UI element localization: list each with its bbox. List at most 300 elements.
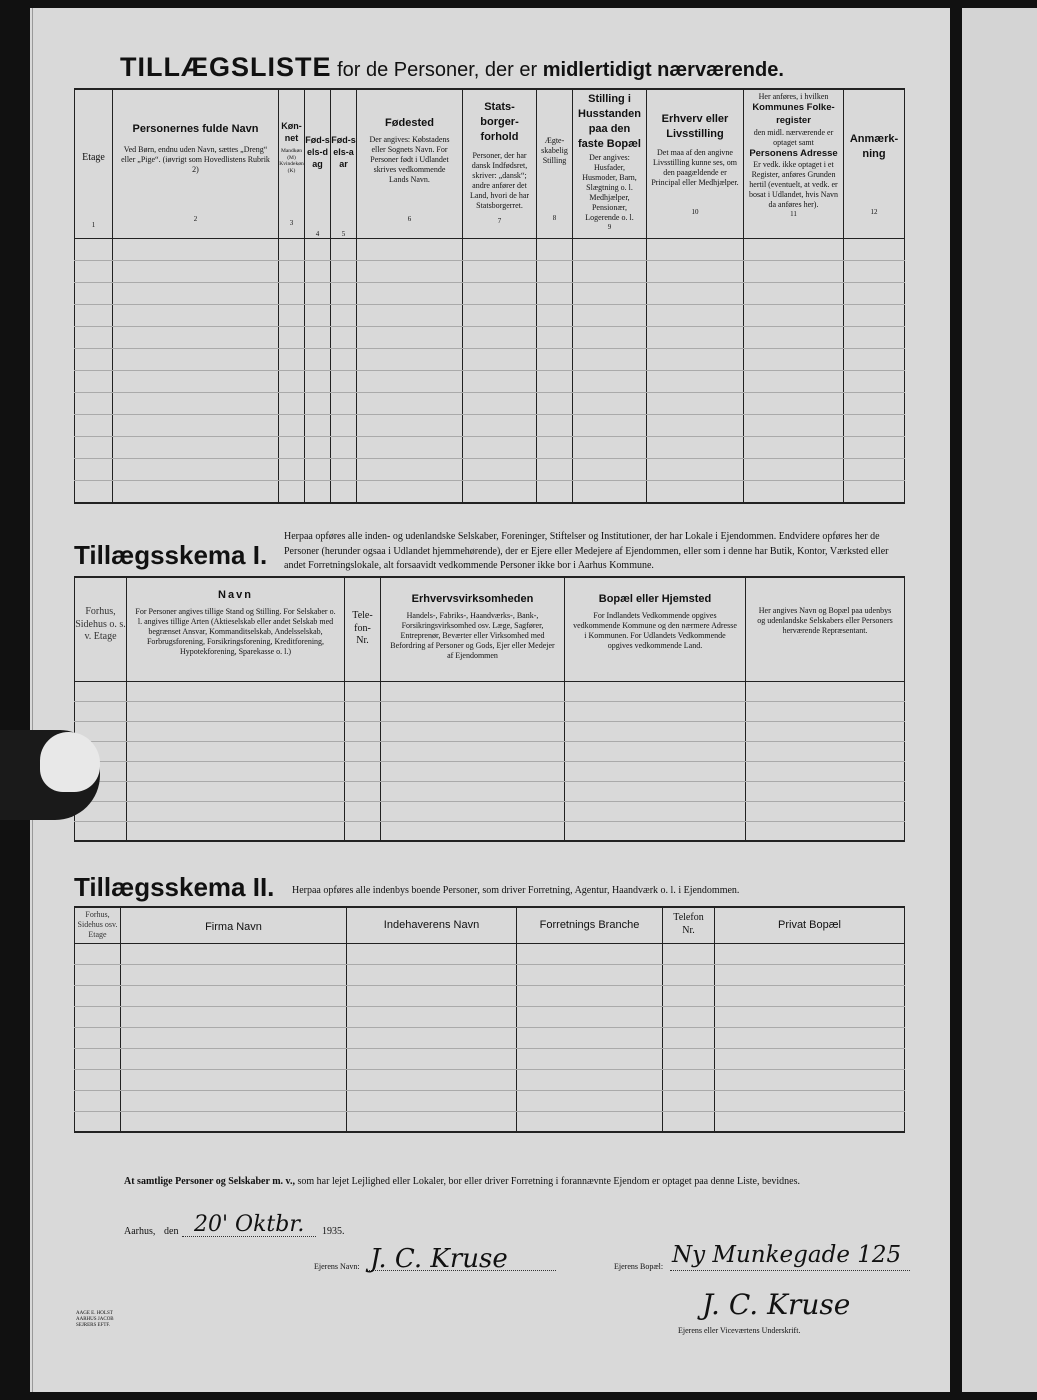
table-cell [113,283,279,305]
table-cell [565,781,746,801]
table-cell [565,701,746,721]
table-cell [463,239,537,261]
table-cell [537,327,573,349]
owner-name-label: Ejerens Navn: [314,1262,360,1271]
s1-col-phone: Tele-fon-Nr. [345,577,381,681]
table-cell [537,349,573,371]
table-cell [357,239,463,261]
table-row [75,1027,905,1048]
table-cell [844,481,905,503]
table-cell [279,459,305,481]
s2-col-floor: Forhus, Sidehus osv. Etage [75,907,121,943]
table-cell [565,761,746,781]
table-cell [75,283,113,305]
table-cell [305,459,331,481]
table-cell [647,371,744,393]
table-cell [345,741,381,761]
table-cell [345,681,381,701]
table-cell [746,801,905,821]
table-cell [744,239,844,261]
table-cell [113,437,279,459]
skema1-intro: Herpaa opføres alle inden- og udenlandske Selskaber, Foreninger, Stiftelser og Institutioner, der har Lokale i Ejendommen. Endvidere opføres her de Personer (herunder ogsaa i Udlandet hjemmehørende), der er Ejere eller Medejere af Ejendommen, eller som i denne har Butik, Kontor, Værksted eller andet Forretningslokale, alt forsaavidt vedkommende Personer ikke bor i Aarhus Kommune. [284,531,889,571]
table-cell [463,283,537,305]
table-cell [347,943,517,964]
table-cell [844,305,905,327]
table-cell [331,437,357,459]
table-cell [744,283,844,305]
title-main: TILLÆGSLISTE [120,52,332,82]
table-cell [75,481,113,503]
table-cell [305,481,331,503]
table-cell [347,1027,517,1048]
table-cell [663,943,715,964]
table-cell [517,1111,663,1132]
table-cell [305,305,331,327]
table-cell [305,239,331,261]
den-label: den [164,1226,179,1237]
table-cell [357,459,463,481]
table-cell [127,681,345,701]
table-cell [113,327,279,349]
table-cell [573,481,647,503]
table-cell [463,393,537,415]
table-cell [537,459,573,481]
table-cell [537,371,573,393]
table-cell [565,741,746,761]
table-cell [565,681,746,701]
col-register: Her anføres, i hvilken Kommunes Folke-register den midl. nærværende er optaget samt Personens Adresse Er vedk. ikke optaget i et Register, anføres Grunden hertil (eventuelt, at vedk. er bosat i Udlandet, hvis Navn da anføres her). 11 [744,89,844,239]
next-page-edge [962,8,1037,1392]
table-cell [844,261,905,283]
table-cell [573,283,647,305]
table-cell [279,327,305,349]
table-cell [357,283,463,305]
table-row [75,701,905,721]
table-cell [347,1090,517,1111]
table-cell [345,761,381,781]
col-citizenship: Stats-borger-forhold Personer, der har dansk Indfødsret, skriver: „dansk“; andre anfører det Land, hvori de har Statsborgerret. 7 [463,89,537,239]
s2-col-private: Privat Bopæl [715,907,905,943]
table-cell [715,943,905,964]
table-row [75,681,905,701]
table-cell [279,437,305,459]
table-cell [517,1069,663,1090]
table-cell [663,1006,715,1027]
table-row [75,1048,905,1069]
table-cell [127,761,345,781]
table-cell [279,261,305,283]
table-cell [537,437,573,459]
table-cell [463,371,537,393]
table-cell [75,437,113,459]
col-birthplace: Fødested Der angives: Købstadens eller Sognets Navn. For Personer født i Udlandet skrives vedkommende Lands Navn. 6 [357,89,463,239]
table-cell [647,327,744,349]
table-cell [345,821,381,841]
table-row [75,1090,905,1111]
table-cell [75,1006,121,1027]
table-cell [357,415,463,437]
table-cell [663,985,715,1006]
table-cell [113,481,279,503]
skema2-heading: Tillægsskema II. [74,872,275,902]
table-row [75,393,905,415]
table-cell [75,1069,121,1090]
form-page [30,8,950,1392]
table-row [75,1006,905,1027]
table-cell [331,239,357,261]
table-cell [537,393,573,415]
table-cell [647,239,744,261]
table-row [75,964,905,985]
table-cell [121,1006,347,1027]
col-birthday: Fød-sels-dag 4 [305,89,331,239]
table-cell [305,261,331,283]
table-cell [744,349,844,371]
table-cell [663,1090,715,1111]
table-row [75,481,905,503]
page-edge [32,8,33,1392]
col-marital: Ægte-skabelig Stilling 8 [537,89,573,239]
table-cell [517,985,663,1006]
main-table [74,88,905,504]
col-household: Stilling i Husstanden paa den faste Bopæl Der angives: Husfader, Husmoder, Barn, Slægtning o. l. Medhjælper, Pensionær, Logerende o. l. 9 [573,89,647,239]
table-cell [647,437,744,459]
table-cell [75,371,113,393]
table-cell [463,437,537,459]
skema1-table-body [75,681,905,841]
table-cell [331,305,357,327]
table-cell [345,721,381,741]
table-cell [121,964,347,985]
table-cell [381,681,565,701]
col-birthyear: Fød-sels-aar 5 [331,89,357,239]
table-cell [463,305,537,327]
table-cell [347,964,517,985]
table-row [75,239,905,261]
date-handwritten: 20' Oktbr. [194,1212,305,1237]
col-remark: Anmærk-ning 12 [844,89,905,239]
table-cell [75,1048,121,1069]
col-name: Personernes fulde Navn Ved Børn, endnu uden Navn, sættes „Dreng“ eller „Pige“. (iøvrigt som Hovedlistens Rubrik 2) 2 [113,89,279,239]
table-cell [565,721,746,741]
table-cell [331,327,357,349]
table-cell [113,349,279,371]
table-cell [305,283,331,305]
table-cell [573,239,647,261]
table-cell [381,781,565,801]
table-row [75,721,905,741]
table-cell [381,701,565,721]
table-cell [305,415,331,437]
table-cell [331,415,357,437]
table-cell [573,415,647,437]
table-cell [715,964,905,985]
table-cell [744,327,844,349]
table-cell [715,985,905,1006]
table-cell [347,985,517,1006]
table-cell [331,261,357,283]
table-cell [75,459,113,481]
table-cell [345,801,381,821]
table-row [75,943,905,964]
table-cell [663,1069,715,1090]
table-cell [573,393,647,415]
table-cell [75,327,113,349]
table-cell [127,781,345,801]
table-row [75,371,905,393]
table-row [75,283,905,305]
table-cell [517,943,663,964]
table-cell [844,393,905,415]
skema1-header-row [75,577,905,681]
table-cell [517,1090,663,1111]
table-row [75,327,905,349]
table-cell [347,1111,517,1132]
table-cell [75,305,113,327]
table-row [75,415,905,437]
main-header-row [75,89,905,239]
table-cell [463,261,537,283]
table-cell [75,943,121,964]
table-cell [381,721,565,741]
table-cell [746,741,905,761]
s1-col-name: Navn For Personer angives tillige Stand og Stilling. For Selskaber o. l. angives tillige Arten (Aktieselskab eller andet Selskab med begrænset Ansvar, Kommanditselskab, Andelsselskab, Forbrugsforening, Forsikringsforening, Kreditforening, Hypotekforening, Sparekasse o. l.) [127,577,345,681]
table-cell [75,821,127,841]
table-cell [844,349,905,371]
table-cell [573,349,647,371]
table-cell [357,305,463,327]
table-cell [663,964,715,985]
table-cell [844,415,905,437]
table-cell [279,393,305,415]
table-cell [113,415,279,437]
s2-col-owner: Indehaverens Navn [347,907,517,943]
col-gender: Køn-net Mandkøn (M) Kvindekøn (K) 3 [279,89,305,239]
table-cell [381,761,565,781]
table-cell [844,437,905,459]
skema1-heading: Tillægsskema I. [74,540,268,570]
table-row [75,459,905,481]
table-cell [463,481,537,503]
table-cell [715,1090,905,1111]
table-cell [517,1048,663,1069]
table-row [75,261,905,283]
owner-name-handwritten: J. C. Kruse [370,1244,508,1274]
s1-col-residence: Bopæl eller Hjemsted For Indlandets Vedkommende opgives vedkommende Kommune og den nærmere Adresse i Kommunen. For Udlandets Vedkommende opgives vedkommende Land. [565,577,746,681]
table-cell [744,437,844,459]
table-cell [75,239,113,261]
table-cell [744,371,844,393]
table-cell [537,415,573,437]
table-cell [647,349,744,371]
table-cell [121,985,347,1006]
table-cell [75,681,127,701]
table-cell [517,1027,663,1048]
table-cell [537,283,573,305]
col-etage: Etage 1 [75,89,113,239]
table-cell [517,964,663,985]
table-cell [75,1111,121,1132]
table-row [75,437,905,459]
table-cell [715,1111,905,1132]
table-cell [279,371,305,393]
table-cell [537,481,573,503]
table-cell [647,261,744,283]
table-cell [381,821,565,841]
table-cell [746,821,905,841]
table-cell [113,305,279,327]
table-cell [331,283,357,305]
skema2-intro: Herpaa opføres alle indenbys boende Personer, som driver Forretning, Agentur, Haandværk o. l. i Ejendommen. [292,885,740,896]
table-cell [715,1006,905,1027]
table-cell [113,459,279,481]
table-row [75,1069,905,1090]
table-cell [537,305,573,327]
table-cell [463,459,537,481]
table-cell [113,239,279,261]
table-row [75,349,905,371]
table-row [75,781,905,801]
table-cell [746,781,905,801]
table-cell [121,1090,347,1111]
table-cell [75,393,113,415]
table-cell [573,261,647,283]
s1-col-floor: Forhus, Sidehus o. s. v. Etage [75,577,127,681]
table-cell [844,239,905,261]
year-label: 1935. [322,1226,345,1237]
table-cell [844,459,905,481]
table-cell [75,964,121,985]
table-cell [279,305,305,327]
title-middle: for de Personer, der er [337,59,538,81]
table-cell [279,415,305,437]
table-cell [331,481,357,503]
table-cell [357,481,463,503]
thumbnail [40,732,100,792]
table-cell [744,481,844,503]
table-cell [127,721,345,741]
table-cell [331,393,357,415]
table-cell [305,393,331,415]
table-cell [75,1090,121,1111]
table-cell [744,305,844,327]
table-cell [279,283,305,305]
table-cell [127,741,345,761]
table-cell [75,985,121,1006]
table-cell [127,801,345,821]
table-cell [357,437,463,459]
table-cell [113,261,279,283]
table-cell [573,305,647,327]
table-row [75,821,905,841]
table-cell [537,239,573,261]
skema2-header-row [75,907,905,943]
table-cell [647,481,744,503]
table-cell [746,681,905,701]
table-cell [357,261,463,283]
s2-col-branch: Forretnings Branche [517,907,663,943]
table-row [75,761,905,781]
s2-col-firm: Firma Navn [121,907,347,943]
table-cell [347,1006,517,1027]
table-row [75,801,905,821]
table-cell [537,261,573,283]
table-cell [463,349,537,371]
main-table-body [75,239,905,503]
table-cell [744,459,844,481]
table-cell [744,261,844,283]
table-cell [305,437,331,459]
table-cell [357,393,463,415]
owner-address-handwritten: Ny Munkegade 125 [672,1242,902,1268]
table-cell [279,239,305,261]
table-cell [331,349,357,371]
table-cell [663,1111,715,1132]
table-cell [381,801,565,821]
owner-address-label: Ejerens Bopæl: [614,1262,664,1271]
table-cell [381,741,565,761]
table-cell [121,1027,347,1048]
table-cell [75,415,113,437]
signature-label: Ejerens eller Viceværtens Underskrift. [678,1326,801,1335]
table-cell [573,327,647,349]
table-cell [121,1111,347,1132]
table-cell [647,283,744,305]
table-cell [357,349,463,371]
table-cell [75,349,113,371]
table-cell [127,821,345,841]
table-cell [844,283,905,305]
table-cell [279,481,305,503]
table-row [75,305,905,327]
skema1-table [74,576,905,842]
table-cell [463,415,537,437]
table-cell [573,459,647,481]
table-cell [121,1069,347,1090]
table-cell [647,459,744,481]
table-row [75,741,905,761]
table-cell [305,349,331,371]
skema2-table-body [75,943,905,1132]
table-cell [663,1027,715,1048]
table-cell [113,371,279,393]
table-cell [347,1069,517,1090]
skema2-table [74,906,905,1133]
table-cell [517,1006,663,1027]
table-cell [347,1048,517,1069]
table-cell [715,1027,905,1048]
table-cell [75,701,127,721]
table-cell [565,821,746,841]
s1-col-business: Erhvervsvirksomheden Handels-, Fabriks-, Haandværks-, Bank-, Forsikringsvirksomhed osv. Læge, Sagfører, Entreprenør, Beværter eller Virksomhed med Befordring af Personer og Gods, Ejer eller Medejer af Ejendommen [381,577,565,681]
table-cell [305,371,331,393]
table-cell [663,1048,715,1069]
table-cell [715,1048,905,1069]
table-cell [744,393,844,415]
table-cell [746,701,905,721]
table-cell [715,1069,905,1090]
city-label: Aarhus, [124,1226,156,1237]
s1-col-representative: Her angives Navn og Bopæl paa udenbys og udenlandske Selskabers eller Personers herværende Repræsentant. [746,577,905,681]
table-cell [75,261,113,283]
table-row [75,1111,905,1132]
col-occupation: Erhverv eller Livsstilling Det maa af den angivne Livsstilling kunne ses, om den paagældende er Principal eller Medhjælper. 10 [647,89,744,239]
table-cell [565,801,746,821]
table-cell [647,305,744,327]
table-cell [844,371,905,393]
table-cell [647,415,744,437]
s2-col-phone: Telefon Nr. [663,907,715,943]
